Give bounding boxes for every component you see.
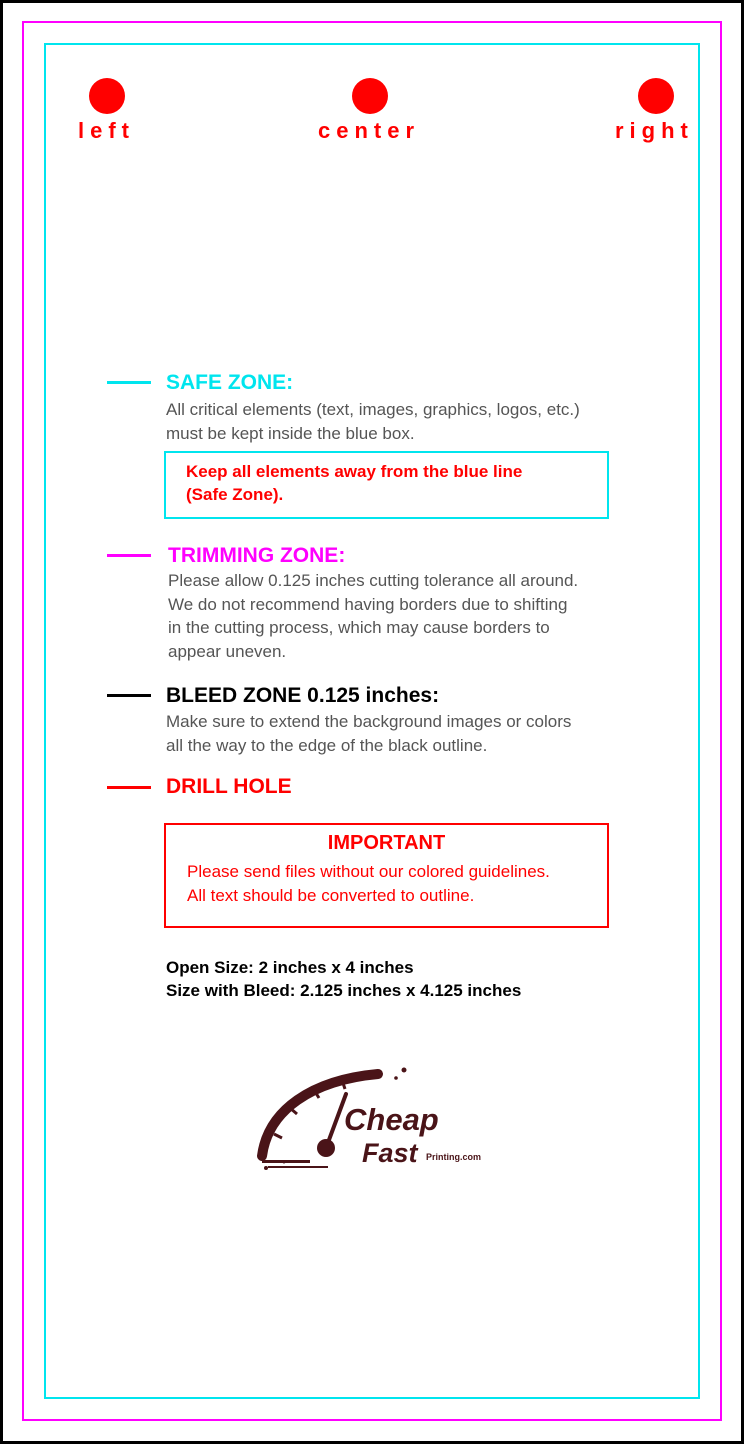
drill-hole-right-label: right: [615, 118, 694, 143]
logo-speed-lines: [268, 1166, 328, 1168]
safe-zone-note: Keep all elements away from the blue line (Safe Zone).: [186, 462, 523, 504]
drill-hole-title: DRILL HOLE: [166, 775, 292, 798]
safe-zone-note-box: [164, 451, 609, 519]
drill-hole-left: [89, 78, 125, 114]
logo-splatter: [394, 1076, 398, 1080]
logo-text-cheap: Cheap: [344, 1102, 439, 1137]
drill-hole-center-label: center: [318, 118, 421, 143]
important-box: [164, 823, 609, 928]
safe-zone-description: All critical elements (text, images, graphics, logos, etc.) must be kept inside the blue box.: [166, 400, 580, 443]
drill-hole-right: [638, 78, 674, 114]
important-body: Please send files without our colored guidelines. All text should be converted to outline.: [187, 862, 550, 905]
drill-hole-swatch: [107, 786, 151, 789]
important-title: IMPORTANT: [327, 832, 446, 854]
size-info: [166, 956, 521, 1002]
drill-hole-left-label: left: [78, 118, 135, 143]
trim-zone-swatch: [107, 554, 151, 557]
safe-zone-title: SAFE ZONE:: [166, 371, 294, 394]
cheap-fast-printing-logo: [254, 1064, 494, 1176]
drill-hole-center: [352, 78, 388, 114]
logo-splatter: [264, 1166, 268, 1170]
trim-zone-description: Please allow 0.125 inches cutting tolerance all around. We do not recommend having borders due to shifting in the cutting process, which may cause borders to appear uneven.: [168, 571, 579, 661]
logo-needle-hub: [317, 1139, 335, 1157]
trim-zone-title: TRIMMING ZONE:: [168, 544, 346, 567]
logo-splatter: [402, 1068, 407, 1073]
bleed-zone-description: Make sure to extend the background images or colors all the way to the edge of the black outline.: [166, 712, 572, 755]
safe-zone-swatch: [107, 381, 151, 384]
bleed-zone-swatch: [107, 694, 151, 697]
logo-text-fast: Fast: [362, 1138, 418, 1168]
bleed-size: Size with Bleed: 2.125 inches x 4.125 inches: [166, 981, 522, 1000]
bleed-zone-title: BLEED ZONE 0.125 inches:: [166, 684, 440, 707]
logo-text-printing: Printing.com: [426, 1152, 482, 1162]
logo-speed-lines: [262, 1160, 310, 1163]
open-size: Open Size: 2 inches x 4 inches: [166, 958, 414, 977]
